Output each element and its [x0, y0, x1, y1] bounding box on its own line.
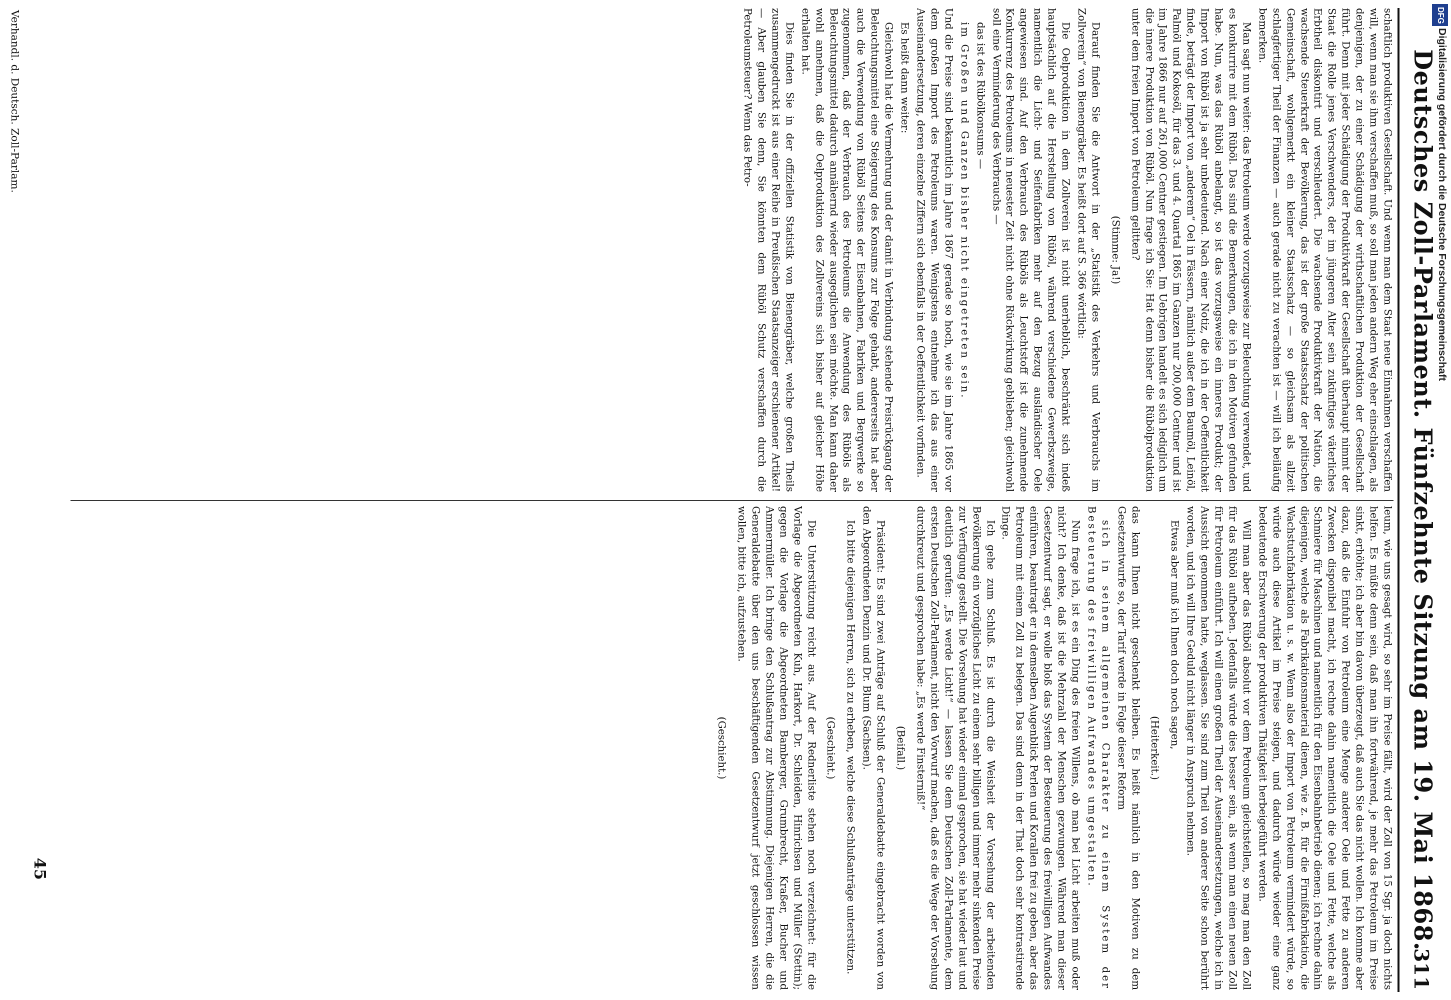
- interjection: (Stimme: Ja!): [1108, 215, 1120, 285]
- text-columns: [70, 8, 1393, 990]
- paragraph: Nun frage ich, ist es ein Ding des freien Willens, ob man bei Licht arbeiten muß oder nicht? Ich denke, daß ist die Mehrzahl der Menschen gezwungen. Während man dieser Gesetzentwurf sagt, er wolle bloß das System der Besteuerung des freiwilligen Aufwandes einführen, beantragt er in demselben Augenblick Perlen und Korallen frei zu geben, aber das Petroleum mit einem Zoll zu belegen. Das sind denn in der That doch sehr kontrastirende Dinge.: [999, 506, 1080, 990]
- paragraph: leum, wie uns gesagt wird, so sehr im Preise fällt, wird der Zoll von 15 Sgr. ja doch nichts helfen. Es müßte denn sein, daß man ihn fortwährend, je mehr das Petroleum im Preise sinkt, erhöhte; ich aber bin davon überzeugt, daß auch Sie das nicht wollen. Ich komme aber dazu, daß die Einfuhr von Petroleum eine Menge anderer Oele und Fette zu anderen Zwecken disponibel macht, ich rechne dahin namentlich die Oele und Fette, welche als Schmiere für Maschinen und namentlich für den Eisenbahnbetrieb dienen; ich rechne dahin diejenigen, welche als Fabrikationsmaterial dienen, wie z. B. für die Firnißfabrikation, die Wachstuchfabrikation u. s. w. Wenn also der Import von Petroleum vermindert würde, so würde auch diese Artikel im Preise steigen, und dadurch würde wieder eine ganz bedeutende Erschwerung der produktiven Thätigkeit herbeigeführt werden.: [1255, 506, 1392, 990]
- paragraph: Ich bitte diejenigen Herren, sich zu erheben, welche diese Schlußanträge unterstützen.: [844, 520, 856, 975]
- paragraph: Darauf finden Sie die Antwort in der „Statistik des Verkehrs und Verbrauchs im Zollverein“ von Bienengräber. Es heißt dort auf S. 366 wörtlich:: [1074, 8, 1100, 492]
- quote-paragraph: Gleichwohl hat die Vermehrung und der damit in Verbindung stehende Preisrückgang der Beleuchtungsmittel eine Steigerung des Konsums zur Folge gehabt, andererseits hat aber auch die Verwendung von Rüböl Seitens der Eisenbahnen, Fabriken und Bergwerke so zugenommen, daß der Verbrauch des Petroleums die Anwendung des Rüböls als Beleuchtungsmittel dadurch annähernd wieder ausgeglichen sein möchte. Man kann daher wohl annehmen, daß die Oelproduktion des Zollvereins sich bisher auf gleicher Höhe erhalten hat.: [798, 8, 894, 492]
- paragraph: schaftlich produktiven Gesellschaft. Und wenn man dem Staat neue Einnahmen verschaffen will, wenn man sie ihm verschaffen muß, so soll man jeden andern Weg eher einschlagen, als denjenigen, der zu einer Schädigung der wirthschaftlichen Produktion der Gesellschaft führt. Denn mit jeder Schädigung der Produktivkraft der Gesellschaft überhaupt nimmt der Staat die Rolle jenes Verschwenders, der im jüngeren Alter sein zukünftiges väterliches Erbtheil diskontirt und verschleudert. Die wachsende Produktivkraft der Nation, die wachsende Steuerkraft der Bevölkerung, das ist der große Staatsschatz der politischen Gemeinschaft, wohlgemerkt ein kleiner Staatsschatz — so gleichsam als allzeit schlagfertiger Theil der Finanzen — auch gerade nicht zu verachten ist — will ich beiläufig bemerken.: [1255, 8, 1392, 492]
- footer-source: Verhandl. d. Deutsch. Zoll-Parlam.: [8, 10, 20, 193]
- left-column: [70, 8, 1393, 492]
- dfg-logo: DFG: [1432, 4, 1448, 26]
- quote-paragraph: sich in seinem allgemeinen Charakter zu einem System der Besteuerung des freiwilligen Aufwandes umgestalten.: [1084, 506, 1110, 990]
- paragraph: Und die Preise sind bekanntlich im Jahre 1867 gerade so hoch, wie sie im Jahre 1865 vor dem großen Import des Petroleums waren. Wenigstens entnehme ich das aus einer Auseinandersetzung, deren einzelne Ziffern sich ebenfalls in der Oeffentlichkeit vorfinden.: [914, 8, 953, 492]
- paragraph: Etwas aber muß ich Ihnen doch noch sagen,: [1168, 520, 1180, 750]
- interjection: (Geschieht.): [824, 716, 836, 780]
- quote-paragraph: Dies finden Sie in der offiziellen Statistik von Bienengräber, welche großen Theils zusammengedruckt ist aus einer Reihe in Preußischen Staatsanzeiger erschienener Artikel! — Aber glauben Sie denn, Sie könnten dem Rüböl Schutz verschaffen durch die Petroleumsteuer? Wenn das Petro-: [741, 8, 794, 492]
- paragraph: Man sagt nun weiter: das Petroleum werde vorzugsweise zur Beleuchtung verwendet, und es konkurrire mit dem Rüböl. Das sind die Bemerkungen, die ich in den Motiven gefunden habe. Nun, was das Rüböl anbelangt, so ist das vorzugsweise ein inneres Produkt; der Import von Rüböl ist ja sehr unbedeutend. Nach einer Notiz, die ich in der Oeffentlichkeit finde, beträgt der Import von „anderem“ Oel in Fässern, nämlich außer dem Baumöl, Leinöl, Palmöl und Kokosöl, für das 3. und 4. Quartal 1865 im Ganzen nur 200,000 Centner und ist im Jahre 1866 nur auf 261,000 Centner gestiegen. Im Uebrigen handelt es sich lediglich um die innere Produktion von Rüböl. Nun frage ich Sie: Hat denn bisher die Rübölproduktion unter dem freien Import von Petroleum gelitten?: [1128, 8, 1251, 492]
- paragraph: Es heißt dann weiter:: [898, 22, 910, 134]
- paragraph: Die Unterstützung reicht aus. Auf der Rednerliste stehen noch verzeichnet: für die Vorlage die Abgeordneten Kuh, Harkort, Dr. Schleiden, Hinrichsen und Müller (Stettin); gegen die Vorlage die Abgeordneten Bamberger, Grumbrecht, Kraßer, Bucher und Ammermüller. Ich bringe den Schlußantrag zur Abstimmung. Diejenigen Herren, die die Generaldebatte über den uns beschäftigenden Gesetzentwurf jetzt geschlossen wissen wollen, bitte ich, aufzustehen.: [735, 506, 816, 990]
- paragraph: Will man aber das Rüböl absolut vor dem Petroleum gleichstellen, so mag man den Zoll für das Rüböl aufheben. Jedenfalls würde dies besser sein, als wenn man einen neuen Zoll für Petroleum einführt. Ich will einen großen Theil der Auseinandersetzungen, welche ich in Aussicht genommen hatte, weglassen. Sie sind zum Theil von anderer Seite schon berührt worden, und ich will Ihre Geduld nicht länger in Anspruch nehmen.: [1184, 506, 1251, 990]
- quote-paragraph: Die Oelproduktion in dem Zollverein ist nicht unerheblich, beschränkt sich indeß hauptsächlich auf die Herstellung von Rüböl, während verschiedene Gewerbszweige, namentlich die Licht- und Seifenfabriken mehr auf den Bezug ausländischer Oele angewiesen sind. Auf den Verbrauch des Rüböls als Leuchtstoff ist die zunehmende Konkurrenz des Petroleums in neuester Zeit nicht ohne Rückwirkung geblieben; gleichwohl soll eine Verminderung des Verbrauchs —: [989, 8, 1071, 492]
- right-column: [70, 506, 1393, 990]
- digitization-notice: [1428, 28, 1448, 788]
- president-statement: Präsident: Es sind zwei Anträge auf Schluß der Generaldebatte eingebracht worden von den Abgeordneten Denzin und Dr. Blum (Sachsen).: [860, 506, 886, 990]
- page-number: 311: [1409, 948, 1433, 990]
- quote-paragraph: das ist des Rübölkonsums —: [973, 22, 985, 170]
- column-divider: [70, 500, 1393, 501]
- digitization-notice-text: Digitalisierung gefördert durch die Deutsche Forschungsgemeinschaft: [1436, 28, 1448, 381]
- paragraph: im Großen und Ganzen bisher nicht eingetreten sein.: [957, 22, 969, 400]
- interjection: (Beifall.): [894, 725, 906, 771]
- paragraph: das kann Ihnen nicht geschenkt bleiben. Es heißt nämlich in den Motiven zu dem Gesetzentwurfe so, der Tarif werde in Folge dieser Reform: [1114, 506, 1140, 990]
- paragraph: Ich gehe zum Schluß. Es ist durch die Weisheit der Vorsehung der arbeitenden Bevölkerung ein vorzügliches Licht zu einem sehr billigen und immer mehr sinkenden Preise zur Verfügung gestellt. Die Vorsehung hat wieder einmal gesprochen, sie hat wieder laut und deutlich gerufen: „Es werde Licht!“ — lassen Sie dem Deutschen Zoll-Parlamente, dem ersten Deutschen Zoll-Parlament, nicht den Vorwurf machen, daß es die Wege der Vorsehung durchkreuzt und gesprochen habe: „Es werde Finsterniß!“: [914, 506, 995, 990]
- page-title: Deutsches Zoll-Parlament. Fünfzehnte Sitzung am 19. Mai 1868.: [1408, 49, 1437, 951]
- sheet-number: 45: [30, 857, 49, 880]
- interjection: (Geschieht.): [715, 716, 727, 780]
- interjection: (Heiterkeit.): [1148, 716, 1160, 780]
